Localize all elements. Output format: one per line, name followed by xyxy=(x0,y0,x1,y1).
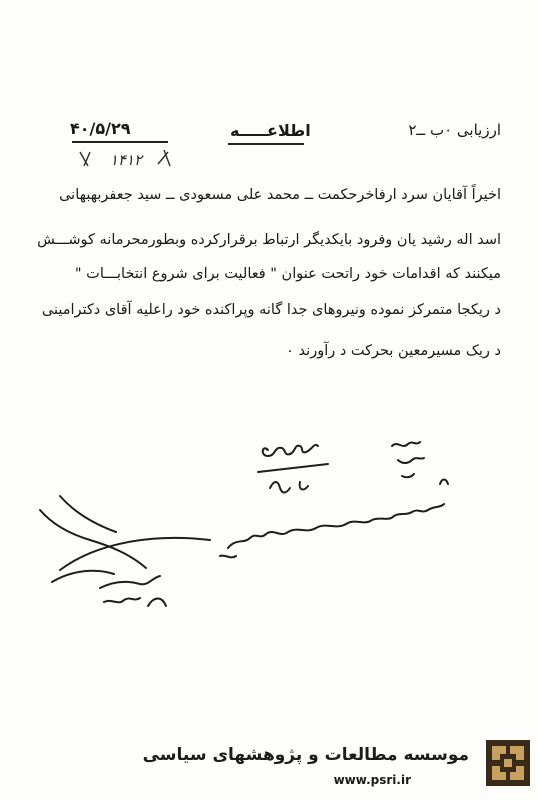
document-code: ارزیابی ۰ب ــ۲ xyxy=(408,121,501,139)
body-line-5: د ریک مسیرمعین بحرکت د رآورند ۰ xyxy=(286,343,501,359)
body-line-2: اسد اله رشید یان وفرود بایکدیگر ارتباط برقرارکرده وبطورمحرمانه کوشـــش xyxy=(37,232,501,248)
document-date: ۴۰/۵/۲۹ xyxy=(70,119,131,138)
handwritten-annotations xyxy=(0,410,539,630)
psri-logo-icon xyxy=(486,740,530,786)
organization-url[interactable]: www.psri.ir xyxy=(333,773,411,787)
organization-name: موسسه مطالعات و پژوهشهای سیاسی xyxy=(142,745,469,765)
date-underline xyxy=(72,141,168,143)
title-underline xyxy=(228,143,304,145)
body-line-1: اخیراً آقایان سرد ارفاخرحکمت ــ محمد علی مسعودی ــ سید جعفربهبهانی xyxy=(59,187,501,203)
document-title: اطلاعـــــه xyxy=(230,121,311,140)
body-line-4: د ریکجا متمرکز نموده ونیروهای جدا گانه وپراکنده خود راعلیه آقای دکترامینی xyxy=(41,302,501,318)
handwritten-number-text: ۱۴۱۲ xyxy=(109,151,143,169)
handwritten-number xyxy=(76,146,176,172)
body-line-3: میکنند که اقدامات خود راتحت عنوان " فعالیت برای شروع انتخابـــات " xyxy=(74,266,501,282)
